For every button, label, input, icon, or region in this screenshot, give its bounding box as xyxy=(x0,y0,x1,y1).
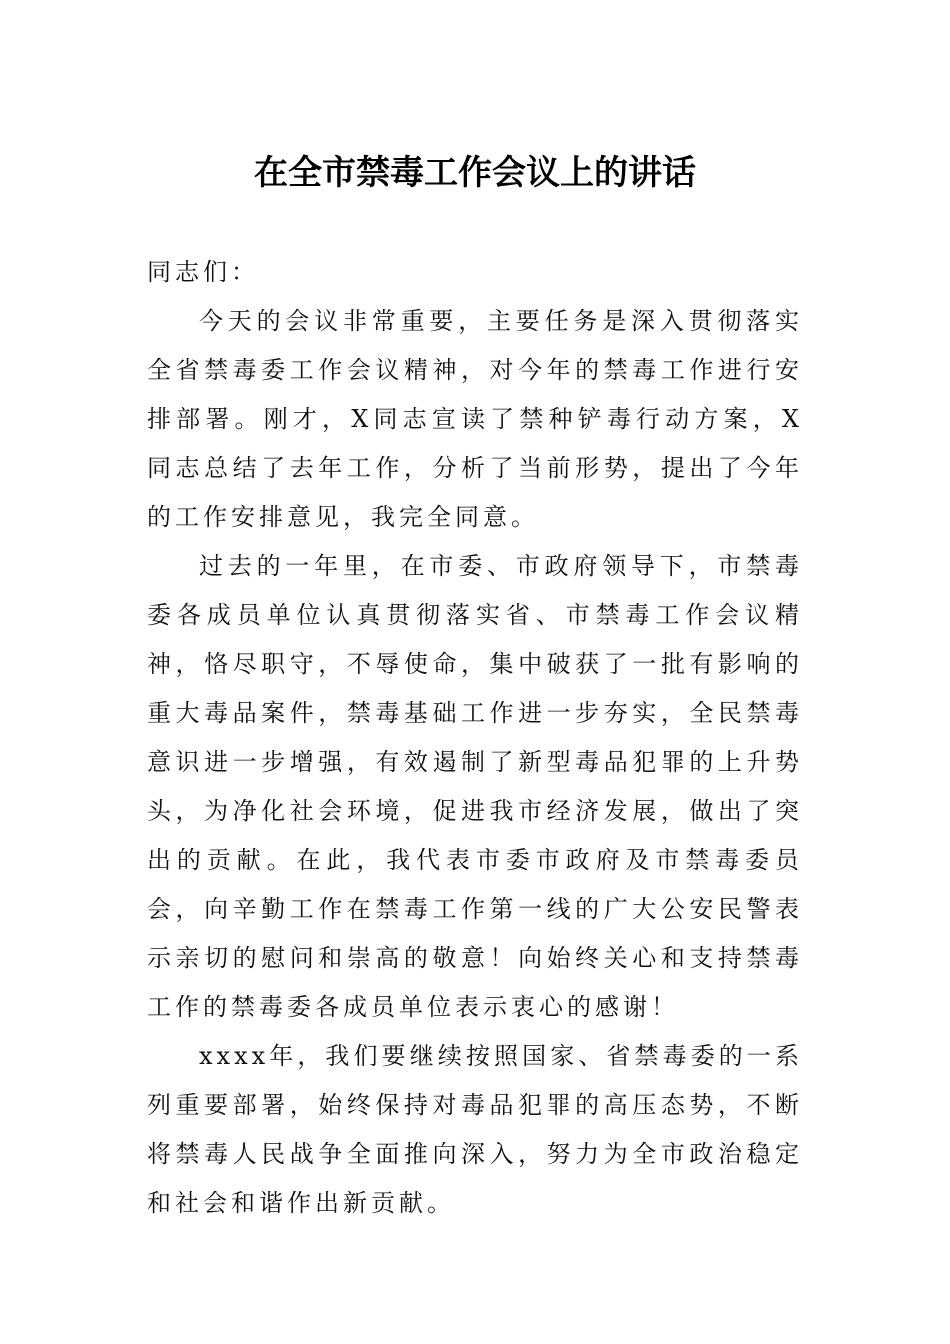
paragraph-2: 过去的一年里，在市委、市政府领导下，市禁毒委各成员单位认真贯彻落实省、市禁毒工作会议精神，恪尽职守，不辱使命，集中破获了一批有影响的重大毒品案件，禁毒基础工作进一步夯实，全民禁毒意识进一步增强，有效遏制了新型毒品犯罪的上升势头，为净化社会环境，促进我市经济发展，做出了突出的贡献。在此，我代表市委市政府及市禁毒委员会，向辛勤工作在禁毒工作第一线的广大公安民警表示亲切的慰问和崇高的敬意！向始终关心和支持禁毒工作的禁毒委各成员单位表示衷心的感谢！ xyxy=(147,552,803,1021)
paragraph-3: xxxx年，我们要继续按照国家、省禁毒委的一系列重要部署，始终保持对毒品犯罪的高压态势，不断将禁毒人民战争全面推向深入，努力为全市政治稳定和社会和谐作出新贡献。 xyxy=(147,1042,803,1217)
document-title: 在全市禁毒工作会议上的讲话 xyxy=(254,153,696,193)
document-body xyxy=(147,248,803,1228)
paragraph-1: 今天的会议非常重要，主要任务是深入贯彻落实全省禁毒委工作会议精神，对今年的禁毒工作进行安排部署。刚才，X同志宣读了禁种铲毒行动方案，X同志总结了去年工作，分析了当前形势，提出了今年的工作安排意见，我完全同意。 xyxy=(147,307,803,531)
salutation: 同志们： xyxy=(147,258,259,286)
